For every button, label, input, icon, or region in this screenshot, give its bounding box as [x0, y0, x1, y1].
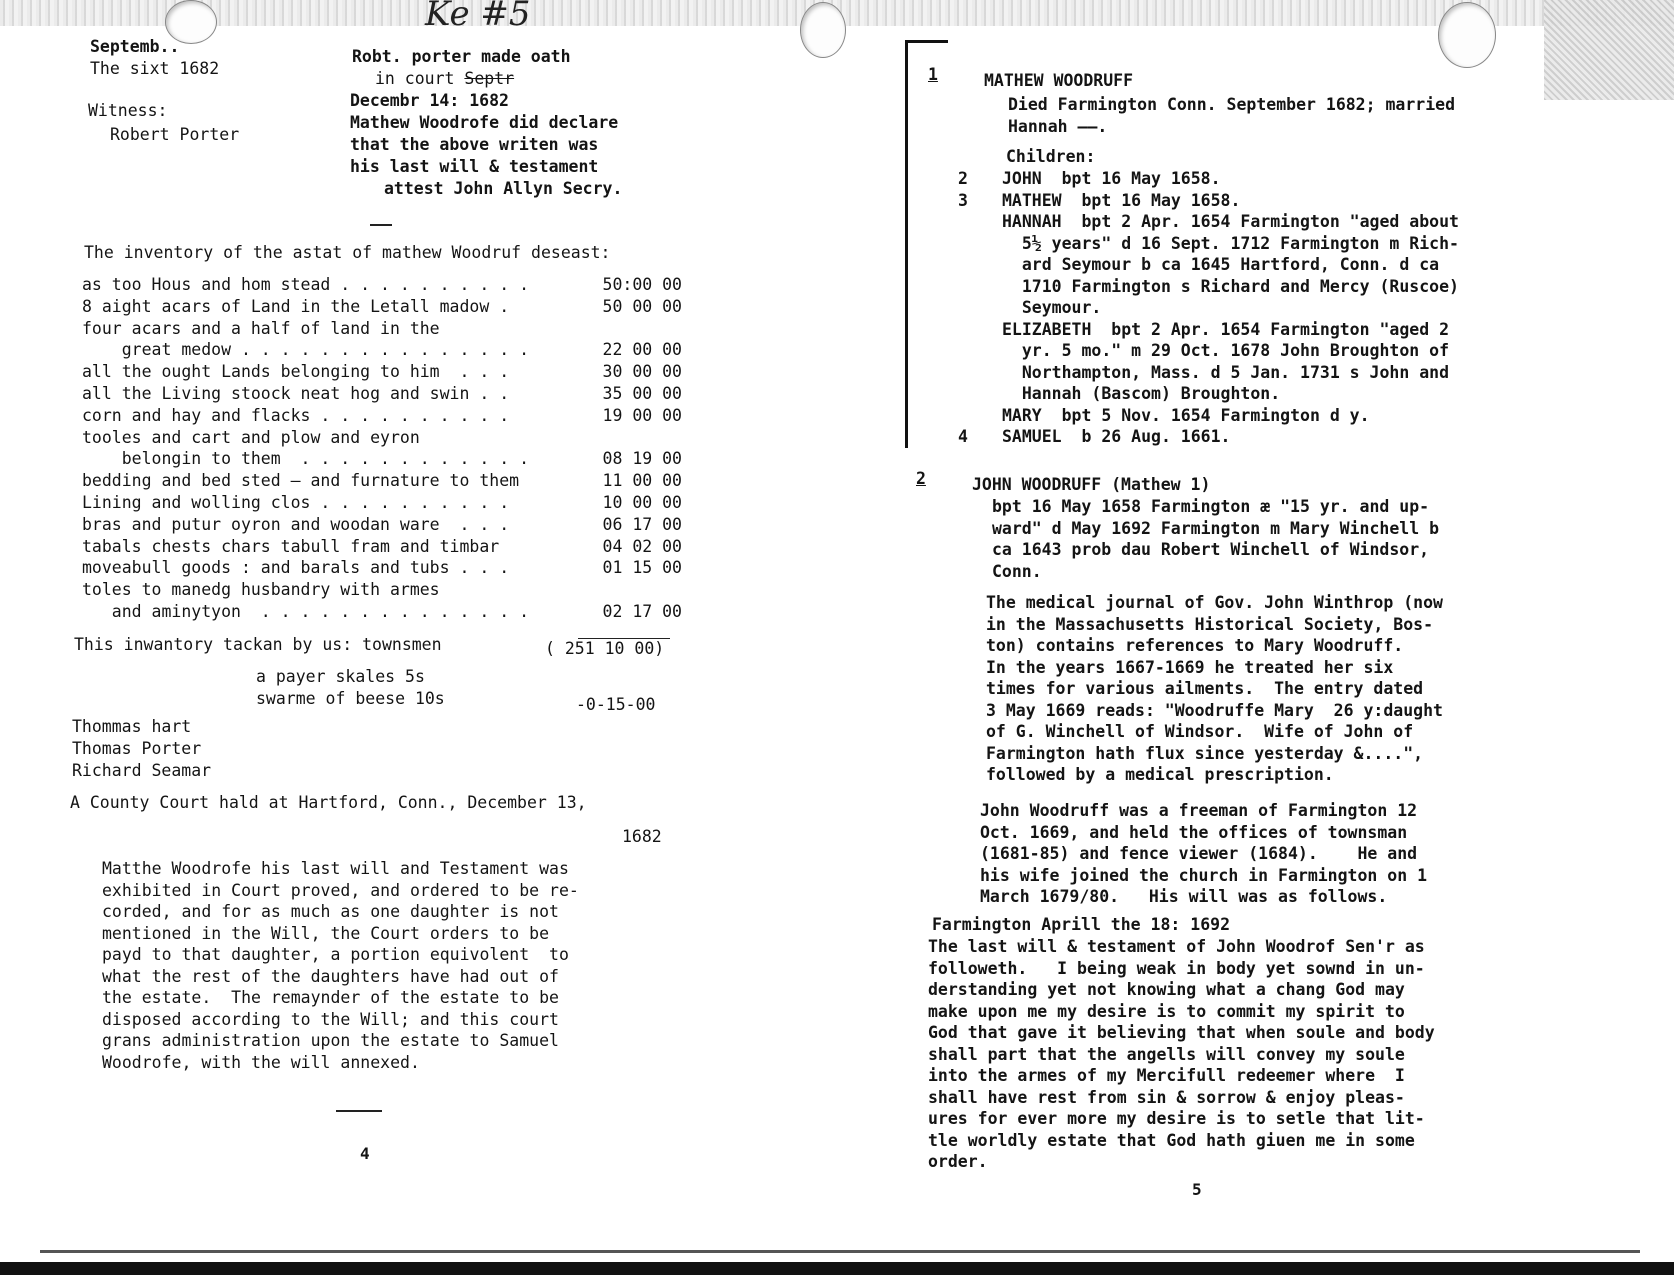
inventory-total: ( 251 10 00) [545, 639, 665, 658]
text-line: followeth. I being weak in body yet sownd in un- [928, 958, 1425, 978]
inventory-item: bras and putur oyron and woodan ware . . . [82, 514, 510, 534]
text-line: Matthe Woodrofe his last will and Testament was [102, 859, 569, 878]
child-entry: MATHEW bpt 16 May 1658. [1002, 190, 1241, 210]
signer: Thommas hart [72, 717, 192, 736]
text-line: grans administration upon the estate to Samuel [102, 1031, 559, 1050]
witness-label: Witness: [88, 101, 168, 120]
text-line: ton) contains references to Mary Woodruff. [986, 636, 1404, 655]
text-line: bpt 16 May 1658 Farmington æ "15 yr. and up- [992, 497, 1430, 516]
text-line: John Woodruff was a freeman of Farmington 12 [980, 801, 1418, 820]
text-line: derstanding yet not knowing what a chang God may [928, 980, 1405, 999]
signer: Richard Seamar [72, 761, 212, 780]
text-line: In the years 1667-1669 he treated her six [986, 657, 1394, 677]
oath-line: Mathew Woodrofe did declare [350, 113, 619, 132]
inventory-item: and aminytyon . . . . . . . . . . . . . . [82, 602, 530, 621]
right-page [800, 0, 1674, 1275]
text-line: Conn. [992, 561, 1042, 581]
inventory-amount: 22 00 00 [602, 340, 682, 360]
inventory-row [82, 361, 682, 382]
page-number: 4 [360, 1144, 370, 1163]
inventory-item: tooles and cart and plow and eyron [82, 427, 420, 447]
text-line: make upon me my desire is to commit my spirit to [928, 1001, 1405, 1021]
inventory-row [82, 514, 682, 535]
inventory-item: as too Hous and hom stead . . . . . . . . . . [82, 275, 530, 294]
inventory-row [82, 318, 682, 339]
child-number: 4 [958, 427, 968, 446]
entry-name: JOHN WOODRUFF (Mathew 1) [972, 475, 1211, 494]
text-line: order. [928, 1152, 988, 1171]
inventory-item: Lining and wolling clos . . . . . . . . . . [82, 493, 510, 512]
inventory-row [82, 557, 682, 578]
text-line: Farmington hath flux since yesterday &....", [986, 743, 1424, 763]
child-number: 3 [958, 190, 968, 210]
inventory-title: The inventory of the astat of mathew Woodruf deseast: [84, 243, 611, 262]
inventory-amount: 50 00 00 [602, 296, 682, 316]
extra-item: a payer skales 5s [256, 667, 425, 686]
inventory-taken: This inwantory tackan by us: townsmen [74, 635, 442, 654]
entry-number: 1 [928, 65, 938, 84]
will-text [928, 936, 1435, 1173]
inventory-row [82, 383, 682, 404]
text-line: The last will & testament of John Woodrof Sen'r as [928, 937, 1425, 956]
text-line: 3 May 1669 reads: "Woodruffe Mary 26 y:daught [986, 700, 1443, 720]
oath-line: that the above writen was [350, 135, 599, 154]
inventory-row [82, 536, 682, 557]
inventory-amount: 19 00 00 [602, 405, 682, 425]
text-line: ward" d May 1692 Farmington m Mary Winchell b [992, 518, 1440, 538]
child-entry: ard Seymour b ca 1645 Hartford, Conn. d ca [1002, 255, 1440, 274]
witness-name: Robert Porter [110, 125, 240, 144]
inventory-item: great medow . . . . . . . . . . . . . . . [82, 340, 530, 360]
court-heading: A County Court hald at Hartford, Conn., December 13, [70, 793, 587, 812]
inventory-amount: 50:00 00 [602, 275, 682, 294]
inventory-row [82, 448, 682, 469]
inventory-item: bedding and bed sted — and furnature to them [82, 471, 520, 491]
text-line: shall have rest from sin & sorrow & enjoy pleas- [928, 1087, 1405, 1107]
inventory-amount: 30 00 00 [602, 362, 682, 382]
inventory-amount: 02 17 00 [602, 602, 682, 621]
text-line: times for various ailments. The entry dated [986, 679, 1424, 698]
entry-desc: Hannah ——. [1008, 117, 1108, 136]
freeman-paragraph [980, 800, 1427, 908]
inventory-amount: 11 00 00 [602, 471, 682, 491]
text-line: of G. Winchell of Windsor. Wife of John of [986, 722, 1414, 741]
divider [336, 1110, 382, 1112]
text-line: Oct. 1669, and held the offices of townsman [980, 822, 1408, 842]
text-line: Woodrofe, with the will annexed. [102, 1052, 420, 1072]
inventory-item: belongin to them . . . . . . . . . . . . [82, 449, 530, 469]
text-line: (1681-85) and fence viewer (1684). He and [980, 844, 1418, 863]
entry-desc: Died Farmington Conn. September 1682; married [1008, 95, 1456, 114]
child-entry: SAMUEL b 26 Aug. 1661. [1002, 427, 1231, 446]
inventory-item: all the ought Lands belonging to him . . . [82, 362, 510, 382]
inventory-row [82, 427, 682, 448]
inventory-row [82, 274, 682, 295]
entry-name: MATHEW WOODRUFF [984, 71, 1134, 90]
inventory-amount: 35 00 00 [602, 384, 682, 403]
inventory-row [82, 339, 682, 360]
court-year: 1682 [622, 827, 662, 846]
text-line: payd to that daughter, a portion equivolent to [102, 945, 569, 964]
text-line: ca 1643 prob dau Robert Winchell of Windsor, [992, 540, 1430, 559]
child-entry: 5½ years" d 16 Sept. 1712 Farmington m Rich- [1002, 233, 1459, 253]
text-line: shall part that the angells will convey my soule [928, 1044, 1405, 1064]
inventory-amount: 10 00 00 [602, 493, 682, 512]
text-line: ures for ever more my desire is to setle that lit- [928, 1109, 1425, 1128]
court-paragraph [102, 858, 579, 1073]
handwritten-note: Ke #5 [425, 0, 531, 34]
inventory-item: moveabull goods : and barals and tubs . . . [82, 558, 510, 578]
text-line: mentioned in the Will, the Court orders to be [102, 923, 550, 943]
divider [370, 224, 392, 226]
inventory-item: toles to manedg husbandry with armes [82, 580, 440, 600]
inventory-item: 8 aight acars of Land in the Letall madow . [82, 296, 510, 316]
child-entry: 1710 Farmington s Richard and Mercy (Ruscoe) [1002, 276, 1459, 296]
text-line: God that gave it believing that when soule and body [928, 1023, 1435, 1042]
entry-desc [992, 496, 1439, 582]
genealogy-bracket [905, 40, 948, 448]
child-number: 2 [958, 169, 968, 188]
inventory-amount: 04 02 00 [602, 536, 682, 556]
medical-paragraph [986, 592, 1443, 786]
oath-line: his last will & testament [350, 157, 599, 176]
oath-line: attest John Allyn Secry. [384, 179, 623, 198]
child-entry: Hannah (Bascom) Broughton. [1002, 384, 1281, 403]
child-entry: JOHN bpt 16 May 1658. [1002, 169, 1221, 188]
text-line: The medical journal of Gov. John Winthrop (now [986, 593, 1443, 612]
text-line: his wife joined the church in Farmington on 1 [980, 865, 1428, 885]
page-number: 5 [1192, 1180, 1202, 1199]
extra-item: swarme of beese 10s [256, 689, 445, 708]
oath-line: Robt. porter made oath [352, 47, 571, 66]
entry-number: 2 [916, 469, 926, 488]
child-entry: MARY bpt 5 Nov. 1654 Farmington d y. [1002, 405, 1370, 425]
inventory-row [82, 470, 682, 491]
inventory-item: tabals chests chars tabull fram and timbar [82, 536, 500, 556]
inventory-item: all the Living stoock neat hog and swin . . [82, 384, 510, 403]
inventory-row [82, 492, 682, 513]
inventory-amount: 01 15 00 [602, 558, 682, 578]
header-date-line: Septemb.. [90, 37, 180, 56]
text-line: March 1679/80. His will was as follows. [980, 887, 1388, 906]
child-entry: yr. 5 mo." m 29 Oct. 1678 John Broughton of [1002, 341, 1450, 360]
text-line: disposed according to the Will; and this court [102, 1009, 559, 1029]
text-line: the estate. The remaynder of the estate to be [102, 988, 559, 1007]
inventory-row [82, 579, 682, 600]
text-line: exhibited in Court proved, and ordered to be re- [102, 880, 579, 900]
children-label: Children: [1006, 147, 1096, 166]
text-line: followed by a medical prescription. [986, 765, 1334, 784]
inventory-row [82, 601, 682, 622]
text-line: into the armes of my Mercifull redeemer where I [928, 1066, 1405, 1085]
text-line: in the Massachusetts Historical Society, Bos- [986, 614, 1434, 634]
inventory-row [82, 296, 682, 317]
inventory-amount: 06 17 00 [602, 514, 682, 534]
oath-date: Decembr 14: 1682 [350, 91, 509, 110]
child-entry: Seymour. [1002, 298, 1102, 317]
text-line: corded, and for as much as one daughter is not [102, 902, 559, 921]
child-entry: Northampton, Mass. d 5 Jan. 1731 s John and [1002, 362, 1450, 382]
child-entry: HANNAH bpt 2 Apr. 1654 Farmington "aged about [1002, 212, 1459, 231]
left-page [0, 0, 800, 1275]
child-entry: ELIZABETH bpt 2 Apr. 1654 Farmington "aged 2 [1002, 319, 1450, 339]
text-line: what the rest of the daughters have had out of [102, 966, 559, 986]
text-line: tle worldly estate that God hath giuen me in some [928, 1130, 1415, 1150]
inventory-item: corn and hay and flacks . . . . . . . . . . [82, 405, 510, 425]
oath-line: in court Septr [375, 69, 515, 88]
extra-total: -0-15-00 [576, 695, 656, 714]
will-heading: Farmington Aprill the 18: 1692 [932, 915, 1231, 934]
inventory-amount: 08 19 00 [602, 449, 682, 469]
header-date-line: The sixt 1682 [90, 59, 220, 78]
inventory-row [82, 405, 682, 426]
signer: Thomas Porter [72, 739, 202, 758]
inventory-item: four acars and a half of land in the [82, 318, 440, 338]
